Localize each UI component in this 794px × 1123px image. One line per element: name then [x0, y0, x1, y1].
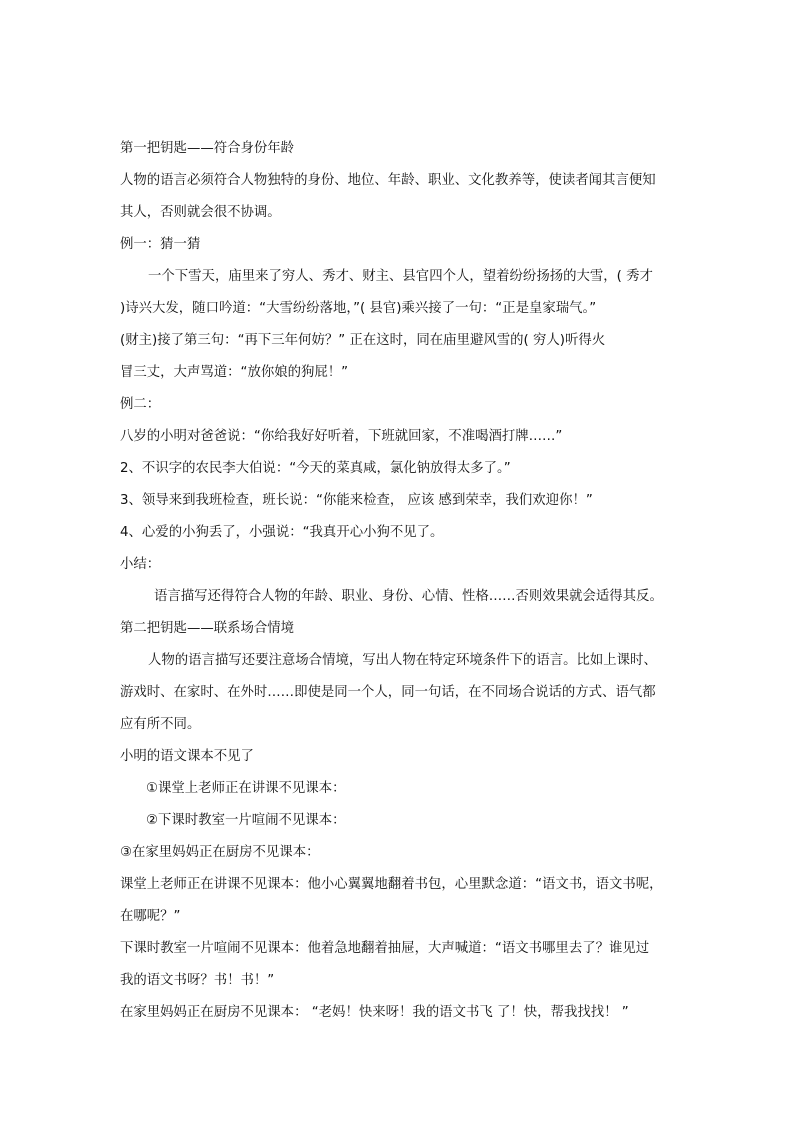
- heading-key-one: 第一把钥匙——符合身份年龄: [120, 141, 295, 156]
- paragraph-line: 课堂上老师正在讲课不见课本：他小心翼翼地翻着书包，心里默念道：“语文书，语文书呢，: [120, 877, 663, 892]
- summary-label: 小结：: [120, 557, 161, 572]
- paragraph-line: 在家里妈妈正在厨房不见课本： “老妈！快来呀！我的语文书飞 了！快，帮我找找！ ”: [120, 1005, 629, 1020]
- list-item: ③在家里妈妈正在厨房不见课本：: [120, 845, 320, 860]
- paragraph-line: 下课时教室一片喧闹不见课本：他着急地翻着抽屉，大声喊道：“语文书哪里去了？谁见过: [120, 941, 650, 956]
- paragraph-line: 应有所不同。: [120, 717, 201, 732]
- list-item: ②下课时教室一片喧闹不见课本：: [146, 813, 346, 828]
- paragraph-line: (财主)接了第三句：“再下三年何妨？” 正在这时，同在庙里避风雪的( 穷人)听得火: [120, 333, 606, 348]
- example-one-label: 例一：猜一猜: [120, 237, 201, 252]
- paragraph-line: 一个下雪天，庙里来了穷人、秀才、财主、县官四个人，望着纷纷扬扬的大雪，( 秀才: [148, 269, 653, 284]
- paragraph-line: 人物的语言描写还要注意场合情境，写出人物在特定环境条件下的语言。比如上课时、: [148, 653, 657, 668]
- example-two-label: 例二：: [120, 397, 161, 412]
- list-item: 2、不识字的农民李大伯说：“今天的菜真咸，氯化钠放得太多了。”: [120, 461, 511, 476]
- list-item: ①课堂上老师正在讲课不见课本：: [146, 781, 346, 796]
- paragraph-line: 冒三丈，大声骂道：“放你娘的狗屁！”: [120, 365, 349, 380]
- list-item: 4、心爱的小狗丢了，小强说：“我真开心小狗不见了。: [120, 525, 444, 540]
- paragraph-line: 其人，否则就会很不协调。: [120, 205, 281, 220]
- paragraph-line: 游戏时、在家时、在外时……即使是同一个人，同一句话，在不同场合说话的方式、语气都: [120, 685, 656, 700]
- paragraph-line: 我的语文书呀？书！书！”: [120, 973, 275, 988]
- list-item: 3、领导来到我班检查，班长说：“你能来检查， 应该 感到荣幸，我们欢迎你！”: [120, 493, 593, 508]
- heading-key-two: 第二把钥匙——联系场合情境: [120, 621, 295, 636]
- paragraph-line: 在哪呢？”: [120, 909, 181, 924]
- summary-text: 语言描写还得符合人物的年龄、职业、身份、心情、性格……否则效果就会适得其反。: [154, 589, 663, 604]
- paragraph-line: )诗兴大发，随口吟道：“大雪纷纷落地，”( 县官)乘兴接了一句：“正是皇家瑞气。”: [120, 301, 597, 316]
- list-item: 八岁的小明对爸爸说：“你给我好好听着，下班就回家，不准喝酒打牌……”: [120, 429, 563, 444]
- paragraph-line: 人物的语言必须符合人物独特的身份、地位、年龄、职业、文化教养等，使读者闻其言便知: [120, 173, 656, 188]
- subheading: 小明的语文课本不见了: [120, 749, 254, 764]
